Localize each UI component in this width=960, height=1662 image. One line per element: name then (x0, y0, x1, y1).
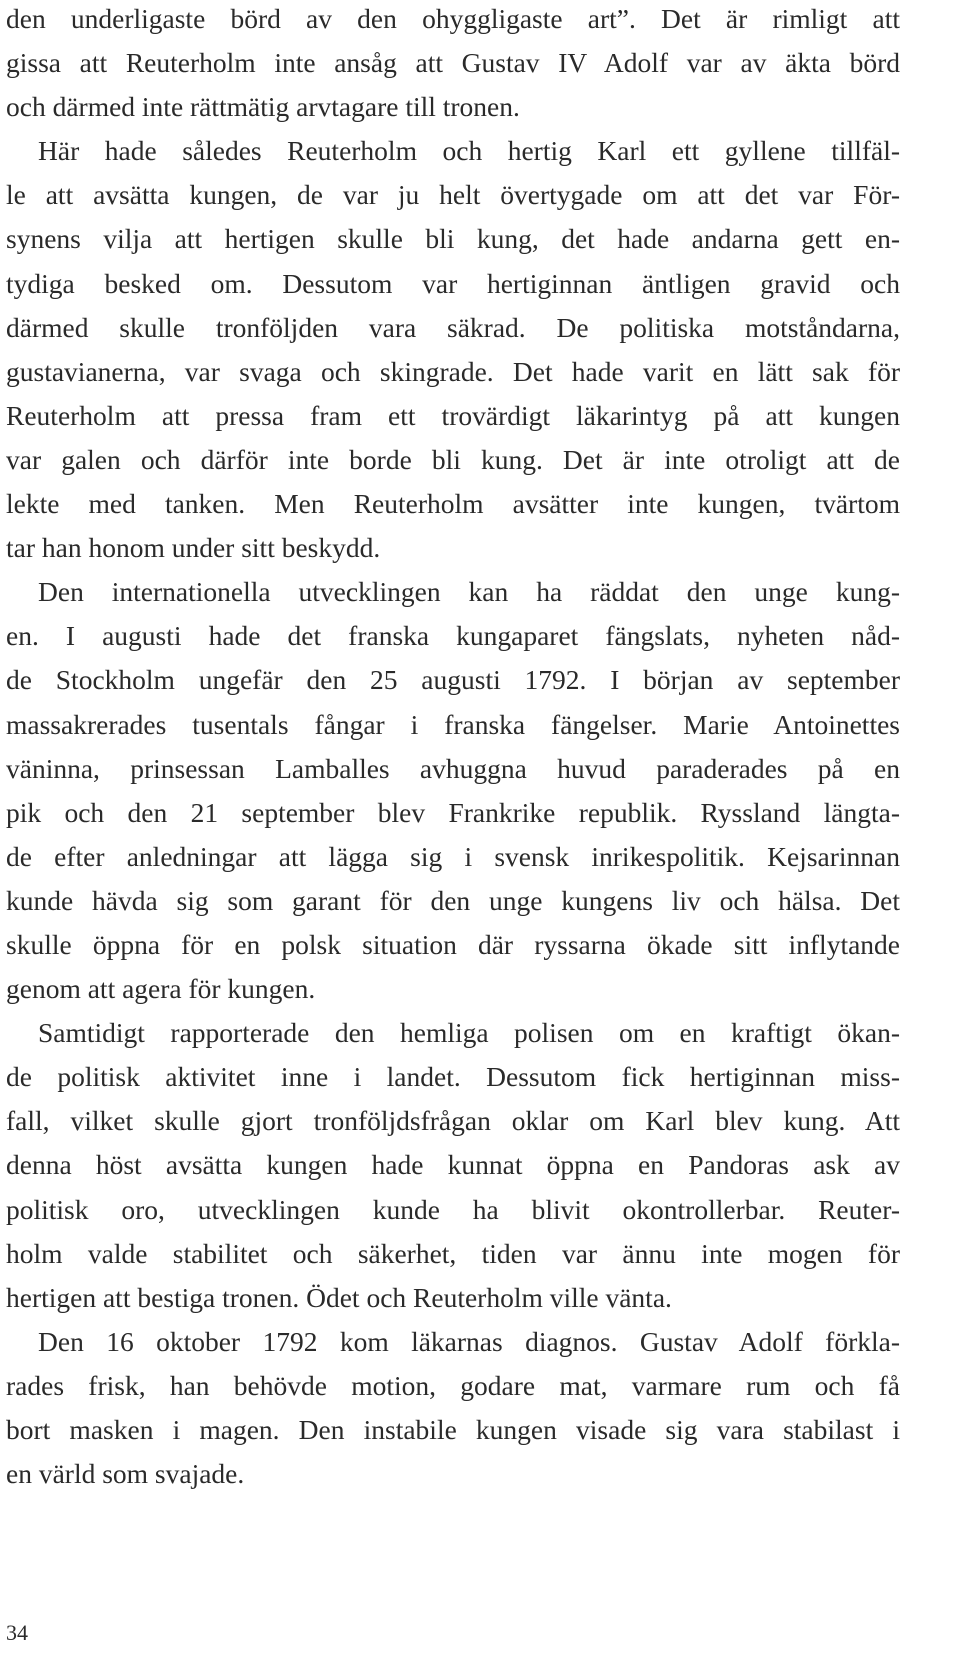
text-line: tar han honom under sitt beskydd. (6, 532, 381, 564)
text-line: de politisk aktivitet inne i landet. Dessutom fick hertiginnan miss- (6, 1061, 900, 1093)
text-line: kunde hävda sig som garant för den unge kungens liv och hälsa. Det (6, 884, 900, 916)
text-line: de Stockholm ungefär den 25 augusti 1792. I början av september (6, 664, 900, 696)
text-line: de efter anledningar att lägga sig i svensk inrikespolitik. Kejsarinnan (6, 840, 900, 872)
text-line: var galen och därför inte borde bli kung. Det är inte otroligt att de (6, 443, 900, 475)
text-line: denna höst avsätta kungen hade kunnat öppna en Pandoras ask av (6, 1149, 900, 1181)
text-line: Samtidigt rapporterade den hemliga polisen om en kraftigt ökan- (38, 1017, 900, 1049)
text-line: hertigen att bestiga tronen. Ödet och Reuterholm ville vänta. (6, 1281, 672, 1313)
page-number: 34 (6, 1620, 28, 1645)
text-line: väninna, prinsessan Lamballes avhuggna huvud paraderades på en (6, 752, 900, 784)
text-line: den underligaste börd av den ohyggligaste art”. Det är rimligt att (6, 3, 900, 34)
text-line: massakrerades tusentals fångar i franska fängelser. Marie Antoinettes (6, 708, 900, 740)
text-line: en värld som svajade. (6, 1458, 245, 1490)
text-line: Den 16 oktober 1792 kom läkarnas diagnos. Gustav Adolf förkla- (38, 1325, 900, 1357)
text-line: och därmed inte rättmätig arvtagare till tronen. (6, 91, 520, 123)
text-line: fall, vilket skulle gjort tronföljdsfrågan oklar om Karl blev kung. Att (6, 1105, 900, 1137)
text-line: gissa att Reuterholm inte ansåg att Gustav IV Adolf var av äkta börd (6, 47, 900, 79)
text-line: Här hade således Reuterholm och hertig Karl ett gyllene tillfäl- (38, 135, 900, 167)
text-line: Reuterholm att pressa fram ett trovärdigt läkarintyg på att kungen (6, 399, 900, 431)
page-body (6, 0, 900, 1496)
text-line: le att avsätta kungen, de var ju helt övertygade om att det var För- (6, 179, 900, 211)
text-line: pik och den 21 september blev Frankrike republik. Ryssland längta- (6, 796, 900, 828)
text-line: Den internationella utvecklingen kan ha räddat den unge kung- (38, 576, 900, 608)
text-line: genom att agera för kungen. (6, 973, 316, 1005)
text-line: synens vilja att hertigen skulle bli kung, det hade andarna gett en- (6, 223, 900, 255)
text-line: politisk oro, utvecklingen kunde ha blivit okontrollerbar. Reuter- (6, 1193, 900, 1225)
text-line: skulle öppna för en polsk situation där ryssarna ökade sitt inflytande (6, 928, 900, 960)
text-line: bort masken i magen. Den instabile kungen visade sig vara stabilast i (6, 1414, 900, 1445)
text-line: en. I augusti hade det franska kungaparet fängslats, nyheten nåd- (6, 620, 900, 652)
text-line: tydiga besked om. Dessutom var hertiginnan äntligen gravid och (6, 267, 900, 299)
text-line: gustavianerna, var svaga och skingrade. Det hade varit en lätt sak för (6, 355, 900, 387)
text-line: därmed skulle tronföljden vara säkrad. De politiska motståndarna, (6, 311, 900, 343)
text-line: lekte med tanken. Men Reuterholm avsätter inte kungen, tvärtom (6, 488, 900, 520)
text-line: rades frisk, han behövde motion, godare mat, varmare rum och få (6, 1369, 900, 1401)
text-line: holm valde stabilitet och säkerhet, tiden var ännu inte mogen för (6, 1237, 900, 1269)
